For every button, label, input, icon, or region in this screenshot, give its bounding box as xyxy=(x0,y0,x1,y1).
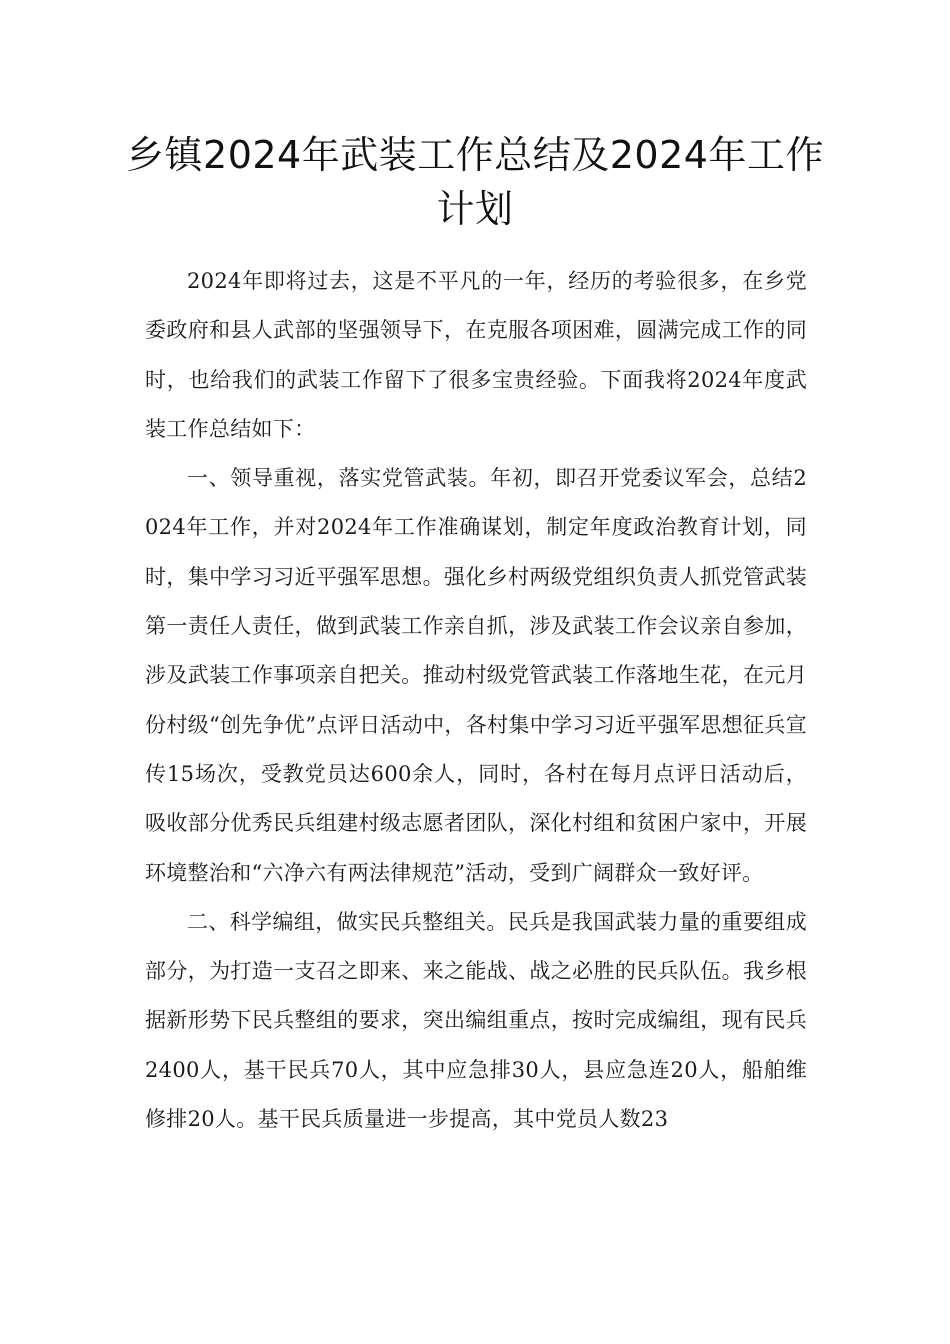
paragraph-section-one: 一、领导重视，落实党管武装。年初，即召开党委议军会，总结2024年工作，并对2024年工作准确谋划，制定年度政治教育计划，同时，集中学习习近平强军思想。强化乡村两级党组织负责人抓党管武装第一责任人责任，做到武装工作亲自抓，涉及武装工作会议亲自参加，涉及武装工作事项亲自把关。推动村级党管武装工作落地生花，在元月份村级“创先争优”点评日活动中，各村集中学习习近平强军思想征兵宣传15场次，受教党员达600余人，同时，各村在每月点评日活动后，吸收部分优秀民兵组建村级志愿者团队，深化村组和贫困户家中，开展环境整治和“六净六有两法律规范”活动，受到广阔群众一致好评。 xyxy=(145,466,807,885)
paragraph-section-two: 二、科学编组，做实民兵整组关。民兵是我国武装力量的重要组成部分，为打造一支召之即来、来之能战、战之必胜的民兵队伍。我乡根据新形势下民兵整组的要求，突出编组重点，按时完成编组，现有民兵2400人，基干民兵70人，其中应急排30人，县应急连20人，船舶维修排20人。基干民兵质量进一步提高，其中党员人数23 xyxy=(145,909,807,1132)
document-body xyxy=(145,257,807,1144)
paragraph-intro: 2024年即将过去，这是不平凡的一年，经历的考验很多，在乡党委政府和县人武部的坚强领导下，在克服各项困难，圆满完成工作的同时，也给我们的武装工作留下了很多宝贵经验。下面我将2024年度武装工作总结如下： xyxy=(145,269,807,441)
document-title: 乡镇2024年武装工作总结及2024年工作计划 xyxy=(126,133,824,231)
